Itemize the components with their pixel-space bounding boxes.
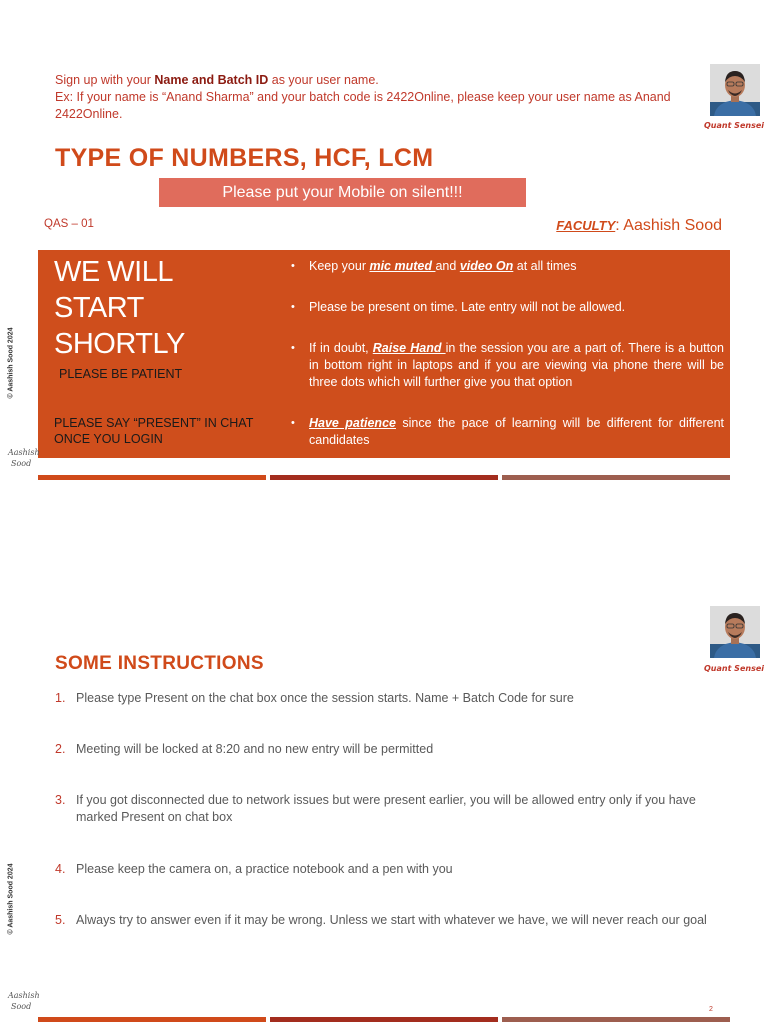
silent-banner: Please put your Mobile on silent!!! xyxy=(159,178,526,207)
footer-bar xyxy=(270,1017,498,1022)
instruction-item: 1. Please type Present on the chat box once the session starts. Name + Batch Code for sure xyxy=(55,691,574,705)
footer-bar xyxy=(38,1017,266,1022)
start-shortly-heading: WE WILL START SHORTLY xyxy=(54,256,185,360)
patient-note: PLEASE BE PATIENT xyxy=(59,367,183,381)
faculty-name: Aashish Sood xyxy=(623,217,722,234)
say-present-note: PLEASE SAY “PRESENT” IN CHAT ONCE YOU LOGIN xyxy=(54,416,254,446)
brand-name: Quant Sensei xyxy=(703,121,764,130)
rule-item: • Please be present on time. Late entry will not be allowed. xyxy=(291,299,724,316)
slide-2 xyxy=(0,512,768,1024)
instruction-item: 4. Please keep the camera on, a practice notebook and a pen with you xyxy=(55,862,453,876)
brand-name: Quant Sensei xyxy=(703,664,764,673)
rule-item: • If in doubt, Raise Hand in the session you are a part of. There is a button in bottom right in laptops and if you are viewing via phone there will be three dots which will further give you that option xyxy=(291,340,724,391)
info-panel xyxy=(38,250,730,458)
footer-bar xyxy=(502,1017,730,1022)
signup-bold: Name and Batch ID xyxy=(154,73,269,87)
faculty-photo xyxy=(710,606,760,658)
signature: Aashish Sood xyxy=(8,448,40,468)
instruction-item: 2. Meeting will be locked at 8:20 and no new entry will be permitted xyxy=(55,742,434,756)
faculty-label: FACULTY xyxy=(556,218,616,233)
footer-bar xyxy=(502,475,730,480)
session-code: QAS – 01 xyxy=(44,218,94,230)
copyright-note: © Aashish Sood 2024 xyxy=(7,327,15,399)
signup-line: Sign up with your Name and Batch ID as your user name. xyxy=(55,73,379,87)
rules-list xyxy=(291,258,724,449)
page-title: TYPE OF NUMBERS, HCF, LCM xyxy=(55,144,434,172)
instruction-item: 5. Always try to answer even if it may be wrong. Unless we start with whatever we have, we will never reach our goal xyxy=(55,913,707,927)
copyright-note: © Aashish Sood 2024 xyxy=(7,863,15,935)
faculty-photo xyxy=(710,64,760,116)
page-number: 2 xyxy=(709,1006,713,1013)
rule-item: • Have patience since the pace of learning will be different for different candidates xyxy=(291,415,724,449)
instruction-item: 3. If you got disconnected due to network issues but were present earlier, you will be allowed entry only if you have marked Present on chat box xyxy=(55,793,696,824)
faculty-line: FACULTY: Aashish Sood xyxy=(556,217,722,234)
instructions-list xyxy=(55,690,725,929)
section-title: SOME INSTRUCTIONS xyxy=(55,653,264,674)
footer-bar xyxy=(38,475,266,480)
signup-instructions xyxy=(55,72,683,123)
footer-bar xyxy=(270,475,498,480)
rule-item: • Keep your mic muted and video On at all times xyxy=(291,258,724,275)
signup-example: Ex: If your name is “Anand Sharma” and your batch code is 2422Online, please keep your user name as Anand 2422Online. xyxy=(55,90,671,121)
signature: Aashish Sood xyxy=(8,991,40,1011)
